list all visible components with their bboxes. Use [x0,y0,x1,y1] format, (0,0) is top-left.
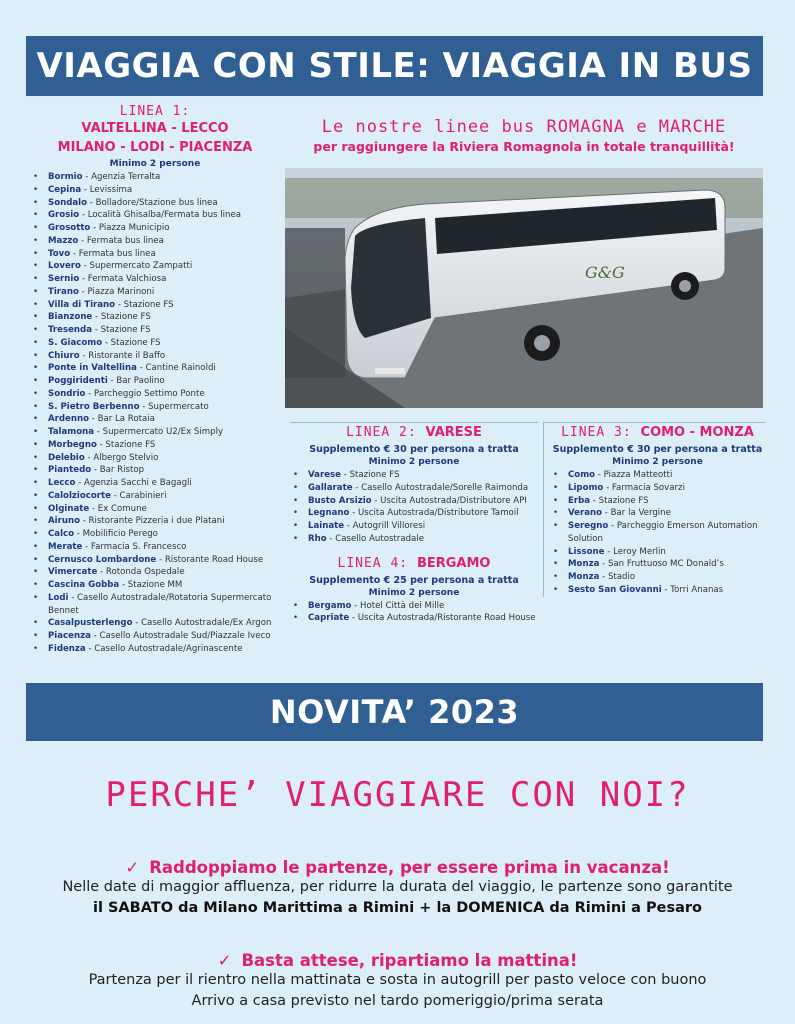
linea3-title: LINEA 3: COMO - MONZA [561,425,754,440]
lines-header-subtitle: per raggiungere la Riviera Romagnola in totale tranquillità! [313,139,735,154]
point-1-body: Nelle date di maggior affluenza, per ridurre la durata del viaggio, le partenze sono garantite [62,879,733,895]
linea2-4-section [290,422,538,625]
stop-item: • Chiuro - Ristorante il Baffo [30,350,280,363]
stop-item: • Calco - Mobilificio Perego [30,528,280,541]
stop-item: • Cascina Gobba - Stazione MM [30,579,280,592]
stop-item: • Lipomo - Farmacia Sovarzi [550,482,765,495]
stop-item: • Seregno - Parcheggio Emerson Automation Solution [550,520,765,546]
svg-text:G&G: G&G [585,263,625,282]
stop-item: • Sondalo - Bolladore/Stazione bus linea [30,197,280,210]
stop-item: • Lainate - Autogrill Villoresi [290,520,538,533]
stop-item: • Como - Piazza Matteotti [550,469,765,482]
point-2-body-1: Partenza per il rientro nella mattinata e sosta in autogrill per pasto veloce con buono [88,972,707,988]
linea1-min-persons: Minimo 2 persone [109,159,201,169]
linea4-min-persons: Minimo 2 persone [368,587,460,598]
lines-header-title: Le nostre linee bus ROMAGNA e MARCHE [321,117,727,137]
linea1-route-1: VALTELLINA - LECCO [81,121,229,136]
stop-item: • Poggiridenti - Bar Paolino [30,375,280,388]
linea3-supplement: Supplemento € 30 per persona a tratta [552,444,763,455]
point-1 [0,858,795,919]
stop-item: • Cernusco Lombardone - Ristorante Road House [30,554,280,567]
stop-item: • Grosio - Località Ghisalba/Fermata bus linea [30,209,280,222]
stop-item: • Lodi - Casello Autostradale/Rotatoria Supermercato Bennet [30,592,280,618]
linea1-stop-list [30,171,280,656]
novita-banner: NOVITA’ 2023 [26,683,763,741]
stop-item: • Tovo - Fermata bus linea [30,248,280,261]
stop-item: • Morbegno - Stazione FS [30,439,280,452]
stop-item: • Erba - Stazione FS [550,495,765,508]
stop-item: • Sernio - Fermata Valchiosa [30,273,280,286]
stop-item: • Monza - San Fruttuoso MC Donald’s [550,558,765,571]
linea3-min-persons: Minimo 2 persone [612,457,703,467]
stop-item: • Cepina - Levissima [30,184,280,197]
stop-item: • Sesto San Giovanni - Torri Ananas [550,584,765,597]
main-title-banner: VIAGGIA CON STILE: VIAGGIA IN BUS [26,36,763,96]
linea2-min-persons: Minimo 2 persone [368,457,460,467]
stop-item: • Piacenza - Casello Autostradale Sud/Piazzale Iveco [30,630,280,643]
stop-item: • Fidenza - Casello Autostradale/Agrinascente [30,643,280,656]
linea1-route-2: MILANO - LODI - PIACENZA [57,140,253,155]
linea1-title: LINEA 1: [119,104,191,119]
why-title: PERCHE’ VIAGGIARE CON NOI? [105,775,690,815]
lines-header [285,116,763,156]
stop-item: • S. Giacomo - Stazione FS [30,337,280,350]
stop-item: • Vimercate - Rotonda Ospedale [30,566,280,579]
stop-item: • Tirano - Piazza Marinoni [30,286,280,299]
stop-item: • Calolziocorte - Carabinieri [30,490,280,503]
stop-item: • Bormio - Agenzia Terralta [30,171,280,184]
stop-item: • Capriate - Uscita Autostrada/Ristorante Road House [290,612,538,625]
check-icon: ✓ [125,858,140,877]
linea3-stop-list [550,469,765,597]
stop-item: • Lovero - Supermercato Zampatti [30,260,280,273]
stop-item: • Bianzone - Stazione FS [30,311,280,324]
linea2-supplement: Supplemento € 30 per persona a tratta [309,444,519,455]
linea4-stop-list [290,600,538,626]
stop-item: • Lecco - Agenzia Sacchi e Bagagli [30,477,280,490]
stop-item: • Delebio - Albergo Stelvio [30,452,280,465]
stop-item: • S. Pietro Berbenno - Supermercato [30,401,280,414]
stop-item: • Varese - Stazione FS [290,469,538,482]
point-2-title: ✓ Basta attese, ripartiamo la mattina! [217,951,578,970]
stop-item: • Bergamo - Hotel Città dei Mille [290,600,538,613]
point-1-title: ✓ Raddoppiamo le partenze, per essere prima in vacanza! [125,858,670,877]
point-1-highlight: il SABATO da Milano Marittima a Rimini + la DOMENICA da Rimini a Pesaro [93,900,702,916]
linea4-title: LINEA 4: BERGAMO [337,555,491,571]
point-2-body-2: Arrivo a casa previsto nel tardo pomeriggio/prima serata [191,993,604,1009]
linea1-section [30,104,280,656]
bus-photo [285,168,763,408]
linea2-stop-list [290,469,538,546]
stop-item: • Ponte in Valtellina - Cantine Rainoldi [30,362,280,375]
linea3-section [543,422,765,597]
stop-item: • Rho - Casello Autostradale [290,533,538,546]
stop-item: • Airuno - Ristorante Pizzeria i due Platani [30,515,280,528]
stop-item: • Busto Arsizio - Uscita Autostrada/Distributore API [290,495,538,508]
stop-item: • Verano - Bar la Vergine [550,507,765,520]
stop-item: • Gallarate - Casello Autostradale/Sorelle Raimonda [290,482,538,495]
stop-item: • Grosotto - Piazza Municipio [30,222,280,235]
stop-item: • Legnano - Uscita Autostrada/Distributore Tamoil [290,507,538,520]
stop-item: • Sondrio - Parcheggio Settimo Ponte [30,388,280,401]
stop-item: • Piantedo - Bar Ristop [30,464,280,477]
point-2 [0,951,795,1012]
linea4-supplement: Supplemento € 25 per persona a tratta [309,574,519,586]
stop-item: • Villa di Tirano - Stazione FS [30,299,280,312]
stop-item: • Ardenno - Bar La Rotaia [30,413,280,426]
stop-item: • Casalpusterlengo - Casello Autostradale/Ex Argon [30,617,280,630]
stop-item: • Tresenda - Stazione FS [30,324,280,337]
stop-item: • Talamona - Supermercato U2/Ex Simply [30,426,280,439]
check-icon: ✓ [217,951,232,970]
stop-item: • Merate - Farmacia S. Francesco [30,541,280,554]
stop-item: • Lissone - Leroy Merlin [550,546,765,559]
stop-item: • Olginate - Ex Comune [30,503,280,516]
stop-item: • Monza - Stadio [550,571,765,584]
linea2-title: LINEA 2: VARESE [346,425,482,440]
stop-item: • Mazzo - Fermata bus linea [30,235,280,248]
